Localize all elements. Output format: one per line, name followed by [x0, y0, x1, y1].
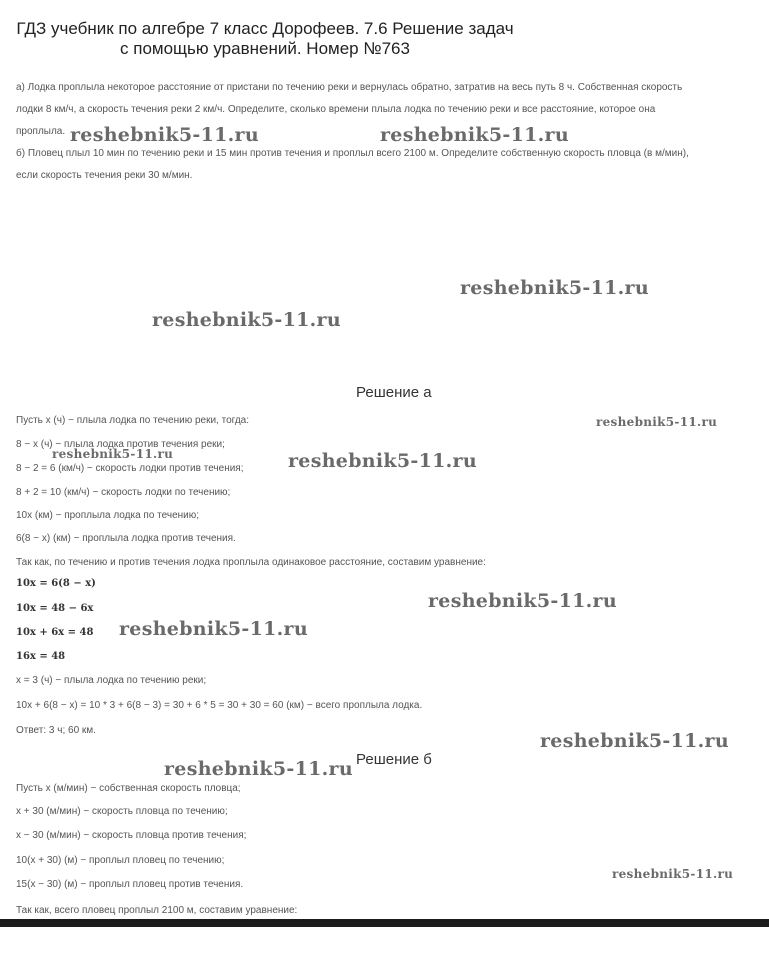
solution-b-line: Пусть x (м/мин) − собственная скорость пловца;: [16, 783, 241, 794]
answer-line: Ответ: 3 ч; 60 км.: [16, 725, 96, 736]
equation-line: 10x + 6x = 48: [16, 627, 94, 638]
solution-a-line: 6(8 − x) (км) − проплыла лодка против течения.: [16, 533, 236, 544]
equation-line: 10x = 48 − 6x: [16, 603, 94, 614]
solution-a-heading: Решение а: [356, 384, 432, 401]
equation-line: 16x = 48: [16, 651, 66, 662]
solution-a-line: 8 − 2 = 6 (км/ч) − скорость лодки против течения;: [16, 463, 244, 474]
solution-a-line: 10x + 6(8 − x) = 10 * 3 + 6(8 − 3) = 30 + 6 * 5 = 30 + 30 = 60 (км) − всего проплыла лодка.: [16, 700, 423, 711]
equation-line: 10x = 6(8 − x): [16, 578, 96, 589]
solution-b-line: x + 30 (м/мин) − скорость пловца по течению;: [16, 806, 228, 817]
solution-b-line: 10(x + 30) (м) − проплыл пловец по течению;: [16, 855, 225, 866]
watermark: reshebnik5-11.ru: [119, 618, 308, 640]
watermark: reshebnik5-11.ru: [152, 309, 341, 331]
solution-a-line: 10x (км) − проплыла лодка по течению;: [16, 510, 200, 521]
watermark: reshebnik5-11.ru: [70, 124, 259, 146]
watermark: reshebnik5-11.ru: [164, 758, 353, 780]
solution-a-line: x = 3 (ч) − плыла лодка по течению реки;: [16, 675, 207, 686]
watermark: reshebnik5-11.ru: [380, 124, 569, 146]
page-title-line2: с помощью уравнений. Номер №763: [120, 39, 410, 58]
solution-a-line: 8 + 2 = 10 (км/ч) − скорость лодки по течению;: [16, 487, 231, 498]
solution-b-line: x − 30 (м/мин) − скорость пловца против течения;: [16, 830, 247, 841]
problem-a-text-line1: а) Лодка проплыла некоторое расстояние от пристани по течению реки и вернулась обратно, затратив на весь путь 8 ч. Собственная скорость: [16, 82, 683, 93]
page-title-line1: ГДЗ учебник по алгебре 7 класс Дорофеев. 7.6 Решение задач: [16, 19, 514, 38]
bottom-bar: [0, 919, 769, 927]
solution-a-line: 8 − x (ч) − плыла лодка против течения реки;: [16, 439, 225, 450]
watermark: reshebnik5-11.ru: [596, 415, 718, 429]
watermark: reshebnik5-11.ru: [52, 447, 174, 461]
problem-a-text-line2: лодки 8 км/ч, а скорость течения реки 2 км/ч. Определите, сколько времени плыла лодка по течению реки и все расстояние, которое она: [16, 104, 656, 115]
problem-a-text-line3: проплыла.: [16, 126, 66, 137]
watermark: reshebnik5-11.ru: [460, 277, 649, 299]
problem-b-text-line1: б) Пловец плыл 10 мин по течению реки и 15 мин против течения и проплыл всего 2100 м. Определите собственную скорость пловца (в м/мин),: [16, 148, 689, 159]
solution-a-line: Так как, по течению и против течения лодка проплыла одинаковое расстояние, составим уравнение:: [16, 557, 486, 568]
watermark: reshebnik5-11.ru: [288, 450, 477, 472]
solution-b-line: 15(x − 30) (м) − проплыл пловец против течения.: [16, 879, 244, 890]
problem-b-text-line2: если скорость течения реки 30 м/мин.: [16, 170, 193, 181]
solution-a-line: Пусть x (ч) − плыла лодка по течению реки, тогда:: [16, 415, 250, 426]
solution-b-line: Так как, всего пловец проплыл 2100 м, составим уравнение:: [16, 905, 298, 916]
watermark: reshebnik5-11.ru: [612, 867, 734, 881]
watermark: reshebnik5-11.ru: [540, 730, 729, 752]
solution-b-heading: Решение б: [356, 751, 432, 768]
watermark: reshebnik5-11.ru: [428, 590, 617, 612]
